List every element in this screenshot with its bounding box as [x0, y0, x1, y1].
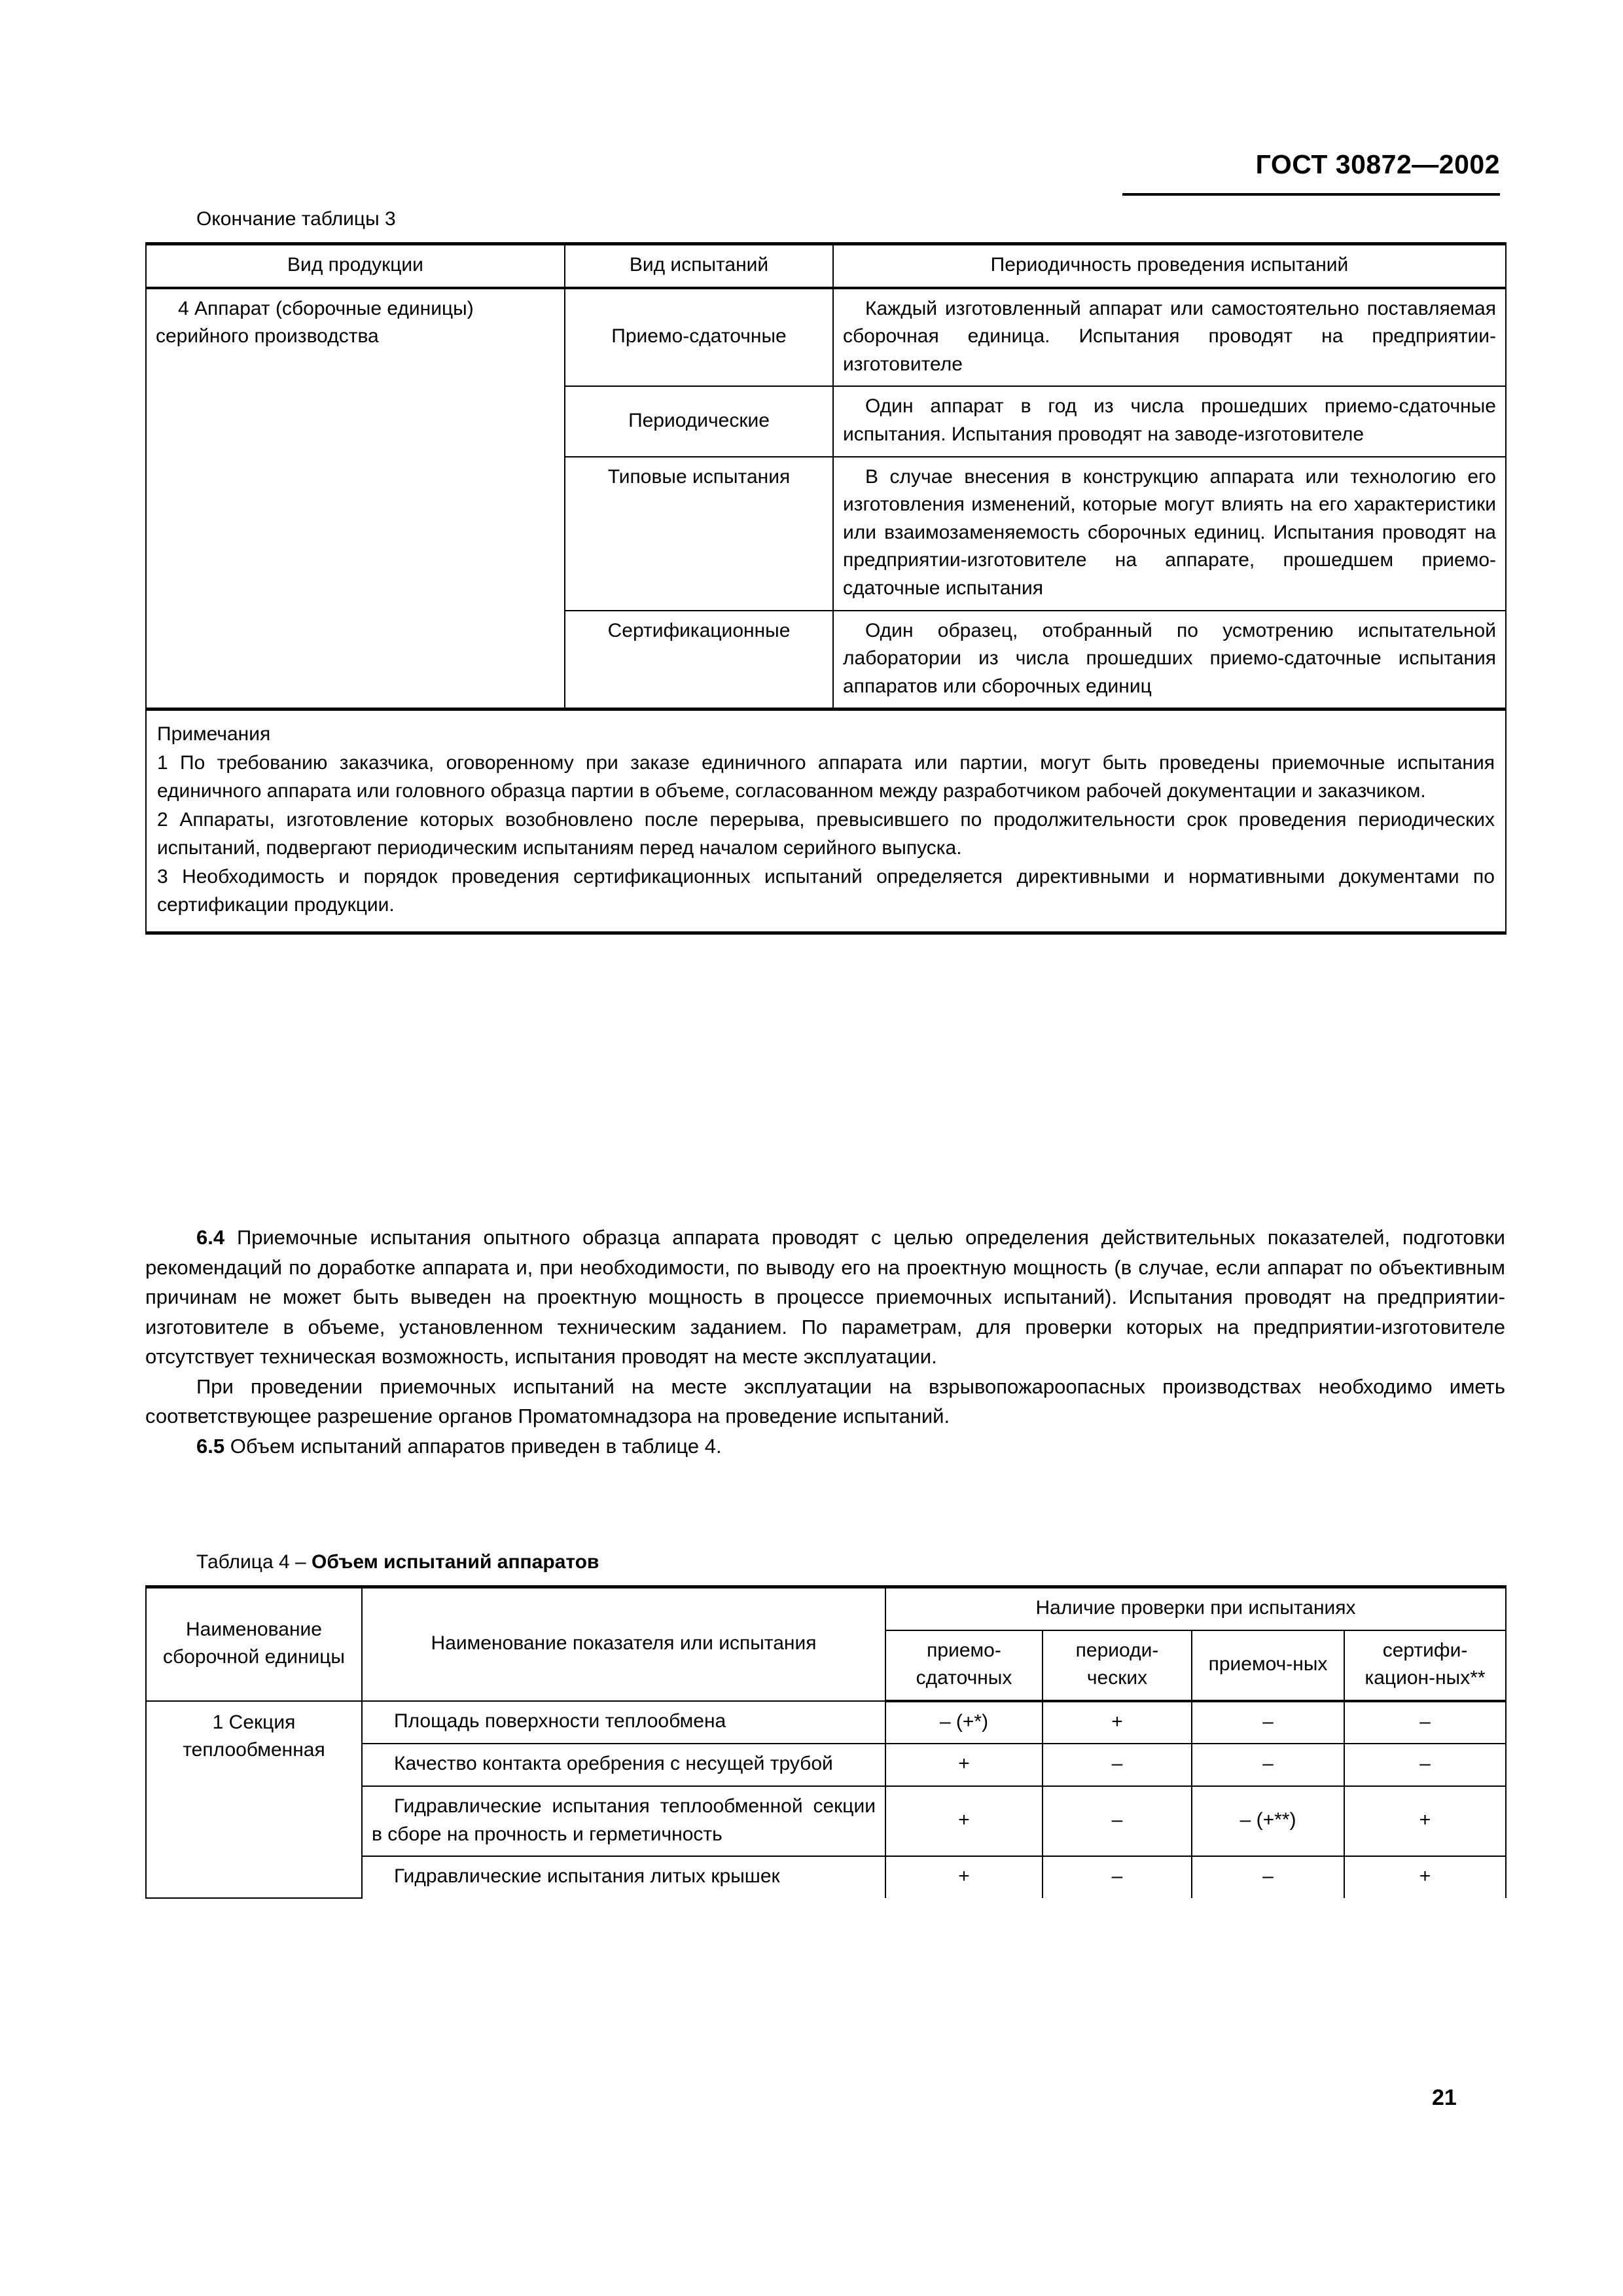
- table4-mark-acceptance-delivery: +: [885, 1744, 1043, 1786]
- table4-indicator: Площадь поверхности теплообмена: [362, 1701, 885, 1744]
- paragraph-number: 6.4: [196, 1226, 225, 1249]
- table4-mark-periodic: –: [1043, 1744, 1192, 1786]
- table3-test-type: Периодические: [565, 386, 833, 456]
- table4-mark-certification: –: [1344, 1744, 1506, 1786]
- notes-title: Примечания: [157, 723, 271, 745]
- table3-block: [145, 208, 1505, 935]
- note-item: 2 Аппараты, изготовление которых возобновлено после перерыва, превысившего по продолжительности срок проведения периодических испытаний, подвергают периодическим испытаниям перед началом серийного выпуска.: [157, 808, 1495, 859]
- table3-header-row: [146, 244, 1506, 288]
- paragraph-text: Приемочные испытания опытного образца аппарата проводят с целью определения действительных показателей, подготовки рекомендаций по доработке аппарата и, при необходимости, по выводу его на проектную мощность (в случае, если аппарат по объективным причинам не может быть выведен на проектную мощность в процессе приемочных испытаний). Испытания проводят на предприятии-изготовителе в объеме, установленном техническим заданием. По параметрам, для проверки которых на предприятии-изготовителе отсутствует техническая возможность, испытания проводят на месте эксплуатации.: [145, 1226, 1505, 1369]
- table3-test-type: Сертификационные: [565, 611, 833, 709]
- table3: [145, 242, 1507, 935]
- standard-number-header: ГОСТ 30872—2002: [1255, 149, 1500, 179]
- table3-test-type: Типовые испытания: [565, 457, 833, 611]
- table3-frequency: Каждый изготовленный аппарат или самостоятельно поставляемая сборочная единица. Испытания проводят на предприятии-изготовителе: [833, 288, 1506, 387]
- table4-mark-periodic: –: [1043, 1786, 1192, 1856]
- paragraph-number: 6.5: [196, 1434, 225, 1458]
- table3-header-product: Вид продукции: [146, 244, 565, 288]
- table3-caption: Окончание таблицы 3: [196, 208, 396, 230]
- table4-header-row-1: [146, 1587, 1506, 1630]
- table4-mark-acceptance: –: [1192, 1744, 1344, 1786]
- table4-header-acceptance-delivery: приемо-сдаточных: [885, 1630, 1043, 1701]
- table4-mark-acceptance-delivery: +: [885, 1856, 1043, 1898]
- table4-header-periodic: периоди-ческих: [1043, 1630, 1192, 1701]
- table3-frequency: Один образец, отобранный по усмотрению испытательной лаборатории из числа прошедших приемо-сдаточные испытания аппаратов или сборочных единиц: [833, 611, 1506, 709]
- table3-test-type: Приемо-сдаточные: [565, 288, 833, 387]
- table4: [145, 1585, 1507, 1899]
- table4-unit-cell: 1 Секция теплообменная: [146, 1701, 362, 1898]
- paragraph-explosion-safety: При проведении приемочных испытаний на месте эксплуатации на взрывопожароопасных производствах необходимо иметь соответствующее разрешение органов Проматомнадзора на проведение испытаний.: [145, 1374, 1505, 1428]
- table3-frequency: Один аппарат в год из числа прошедших приемо-сдаточные испытания. Испытания проводят на заводе-изготовителе: [833, 386, 1506, 456]
- body-text-block: [145, 1223, 1505, 1462]
- table4-mark-acceptance: – (+**): [1192, 1786, 1344, 1856]
- table3-product-cell: 4 Аппарат (сборочные единицы) серийного производства: [146, 288, 565, 709]
- table3-frequency: В случае внесения в конструкцию аппарата или технологию его изготовления изменений, которые могут влиять на его характеристики или взаимозаменяемость сборочных единиц. Испытания проводят на предприятии-изготовителе на аппарате, прошедшем приемо-сдаточные испытания: [833, 457, 1506, 611]
- table4-mark-certification: +: [1344, 1786, 1506, 1856]
- table4-header-unit: Наименование сборочной единицы: [146, 1587, 362, 1701]
- paragraph-6-4: [145, 1223, 1505, 1372]
- table4-header-indicator: Наименование показателя или испытания: [362, 1587, 885, 1701]
- table4-header-certification: сертифи-кацион-ных**: [1344, 1630, 1506, 1701]
- table4-caption-title: Объем испытаний аппаратов: [312, 1551, 599, 1573]
- table-row: [146, 1701, 1506, 1744]
- note-item: 3 Необходимость и порядок проведения сертификационных испытаний определяется директивными и нормативными документами по сертификации продукции.: [157, 865, 1495, 916]
- table4-mark-acceptance-delivery: +: [885, 1786, 1043, 1856]
- table3-notes-row: [146, 709, 1506, 933]
- note-item: 1 По требованию заказчика, оговоренному при заказе единичного аппарата или партии, могут быть проведены приемочные испытания единичного аппарата или головного образца партии в объеме, согласованном между разработчиком рабочей документации и заказчиком.: [157, 751, 1495, 802]
- table3-header-test-type: Вид испытаний: [565, 244, 833, 288]
- table4-mark-acceptance: –: [1192, 1856, 1344, 1898]
- table4-mark-acceptance-delivery: – (+*): [885, 1701, 1043, 1744]
- table4-header-acceptance: приемоч-ных: [1192, 1630, 1344, 1701]
- table4-indicator: Гидравлические испытания литых крышек: [362, 1856, 885, 1898]
- table4-mark-periodic: –: [1043, 1856, 1192, 1898]
- table4-mark-certification: –: [1344, 1701, 1506, 1744]
- table4-mark-certification: +: [1344, 1856, 1506, 1898]
- table3-header-frequency: Периодичность проведения испытаний: [833, 244, 1506, 288]
- header-rule: [1122, 193, 1500, 196]
- table-row: [146, 288, 1506, 387]
- table4-block: [145, 1551, 1505, 1899]
- table4-indicator: Гидравлические испытания теплообменной секции в сборе на прочность и герметичность: [362, 1786, 885, 1856]
- table4-mark-periodic: +: [1043, 1701, 1192, 1744]
- page-number: 21: [1432, 2085, 1457, 2110]
- table4-indicator: Качество контакта оребрения с несущей трубой: [362, 1744, 885, 1786]
- paragraph-text: Объем испытаний аппаратов приведен в таблице 4.: [230, 1434, 722, 1458]
- table4-caption-prefix: Таблица 4 –: [196, 1551, 312, 1573]
- paragraph-6-5: [145, 1431, 1505, 1462]
- table4-header-group: Наличие проверки при испытаниях: [885, 1587, 1506, 1630]
- table4-mark-acceptance: –: [1192, 1701, 1344, 1744]
- table3-notes: [146, 709, 1506, 933]
- table4-caption: [145, 1551, 1505, 1573]
